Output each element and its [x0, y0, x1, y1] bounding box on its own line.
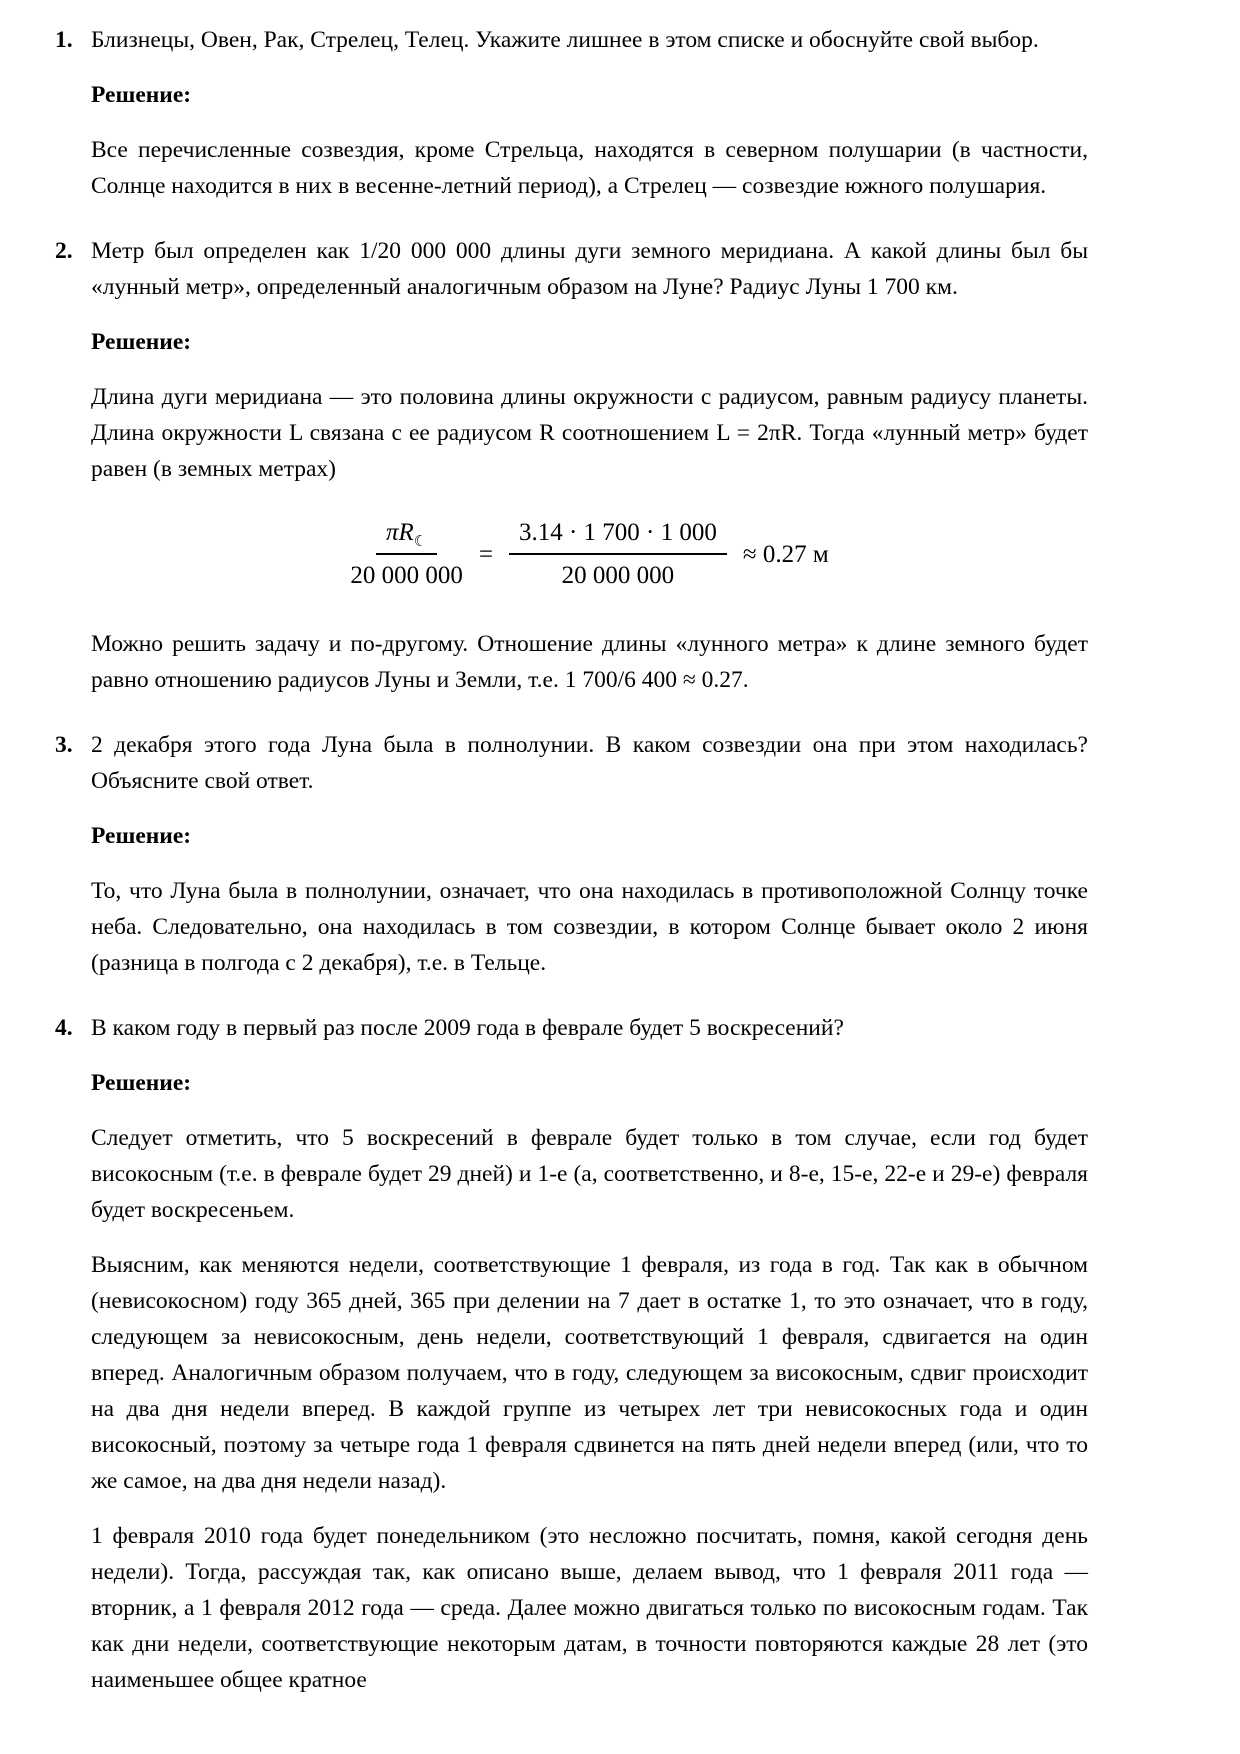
- problem-2-body: [91, 233, 1088, 717]
- problem-2-number: 2.: [55, 238, 73, 264]
- problem-1-statement: Близнецы, Овен, Рак, Стрелец, Телец. Укажите лишнее в этом списке и обоснуйте свой выбор.: [91, 27, 1039, 53]
- moon-symbol: ☾: [413, 534, 428, 550]
- problem-3-statement: 2 декабря этого года Луна была в полнолунии. В каком созвездии она при этом находилась? Объясните свой ответ.: [91, 731, 1088, 794]
- problem-3-number: 3.: [55, 731, 73, 758]
- problem-1-body: [91, 22, 1088, 223]
- problem-2-statement: Метр был определен как 1/20 000 000 длины дуги земного меридиана. А какой длины был бы «лунный метр», определенный аналогичным образом на Луне? Радиус Луны 1 700 км.: [91, 238, 1088, 300]
- problem-2: [55, 233, 1088, 717]
- formula-equals-sign: =: [478, 540, 493, 568]
- problem-2-solution-outro: Можно решить задачу и по-другому. Отношение длины «лунного метра» к длине земного будет равно отношению радиусов Луны и Земли, т.е. 1 700/6 400 ≈ 0.27.: [91, 630, 1088, 693]
- problem-4-solution-label: Решение:: [91, 1069, 192, 1096]
- problem-3: [55, 727, 1088, 1000]
- problem-3-solution-label: Решение:: [91, 822, 192, 849]
- problem-4-solution-paragraph: 1 февраля 2010 года будет понедельником (это несложно посчитать, помня, какой сегодня день недели). Тогда, рассуждая так, как описано выше, делаем вывод, что 1 февраля 2011 года — вторник, а 1 февраля 2012 года — среда. Далее можно двигаться только по високосным годам. Так как дни недели, соответствующие некоторым датам, в точности повторяются каждые 28 лет (это наименьшее общее кратное: [91, 1522, 1088, 1693]
- formula-left-numerator: [376, 517, 437, 555]
- problem-4-solution-paragraph: Следует отметить, что 5 воскресений в феврале будет только в том случае, если год будет високосным (т.е. в феврале будет 29 дней) и 1-е (а, соответственно, и 8-е, 15-е, 22-е и 29-е) февраля будет воскресеньем.: [91, 1124, 1088, 1223]
- problem-4: [55, 1010, 1088, 1717]
- problem-3-solution-paragraph: То, что Луна была в полнолунии, означает, что она находилась в противоположной Солнцу точке неба. Следовательно, она находилась в том созвездии, в котором Солнце бывает около 2 июня (разница в полгода с 2 декабря), т.е. в Тельце.: [91, 877, 1088, 976]
- problem-4-statement: В каком году в первый раз после 2009 года в феврале будет 5 воскресений?: [91, 1014, 844, 1041]
- formula-result: ≈ 0.27 м: [742, 540, 829, 568]
- formula-fraction-left: [350, 517, 463, 592]
- lunar-meter-formula: [91, 517, 1088, 592]
- problem-2-solution-intro: Длина дуги меридиана — это половина длины окружности с радиусом, равным радиусу планеты. Длина окружности L связана с ее радиусом R соотношением L = 2πR. Тогда «лунный метр» будет равен (в земных метрах): [91, 384, 1088, 482]
- formula-right-numerator: 3.14 · 1 700 · 1 000: [509, 517, 727, 555]
- problem-2-solution-label: Решение:: [91, 329, 192, 355]
- problem-1: [55, 22, 1088, 223]
- formula-pi-r: πR: [385, 519, 414, 546]
- problem-1-number: 1.: [55, 27, 73, 53]
- problem-1-solution-paragraph: Все перечисленные созвездия, кроме Стрельца, находятся в северном полушарии (в частности, Солнце находится в них в весенне-летний период), а Стрелец — созвездие южного полушария.: [91, 137, 1088, 199]
- problem-4-solution-paragraph: Выясним, как меняются недели, соответствующие 1 февраля, из года в год. Так как в обычном (невисокосном) году 365 дней, 365 при делении на 7 дает в остатке 1, то это означает, что в году, следующем за невисокосным, день недели, соответствующий 1 февраля, сдвигается на один вперед. Аналогичным образом получаем, что в году, следующем за високосным, сдвиг происходит на два дня недели вперед. В каждой группе из четырех лет три невисокосных года и один високосный, поэтому за четыре года 1 февраля сдвинется на пять дней недели вперед (или, что то же самое, на два дня недели назад).: [91, 1251, 1088, 1494]
- problem-3-body: [91, 727, 1088, 1000]
- formula-right-denominator: 20 000 000: [561, 562, 675, 590]
- formula-fraction-right: [509, 517, 727, 592]
- formula-left-denominator: 20 000 000: [350, 562, 463, 590]
- problem-4-number: 4.: [55, 1014, 73, 1041]
- problem-1-solution-label: Решение:: [91, 82, 192, 108]
- problem-4-body: [91, 1010, 1088, 1717]
